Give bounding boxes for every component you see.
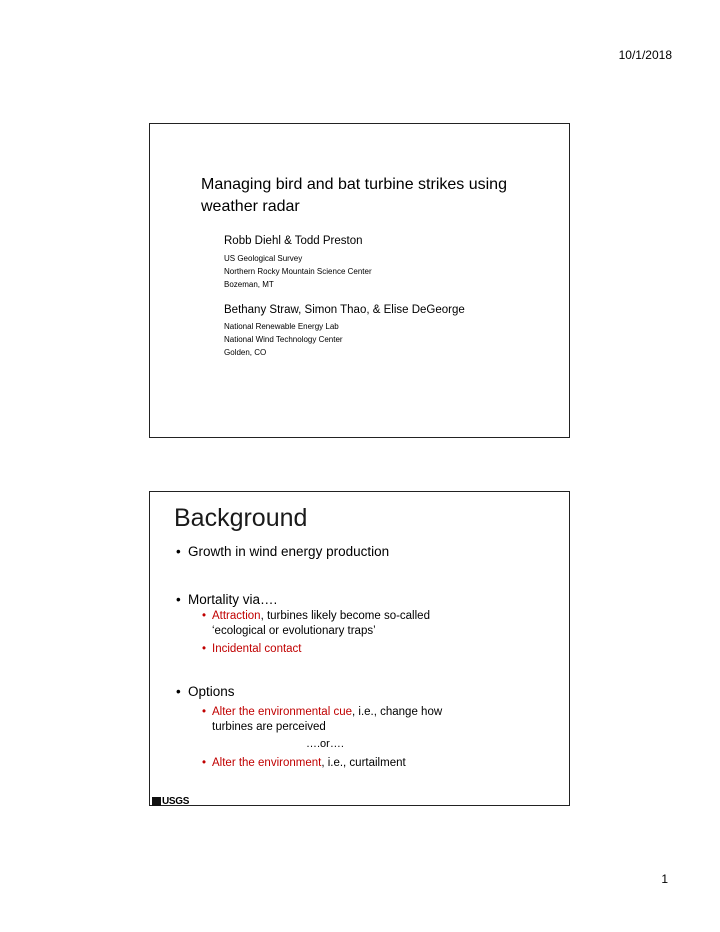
sub-bullet-cue: • Alter the environmental cue, i.e., change how turbines are perceived bbox=[202, 706, 443, 733]
affiliation-line: US Geological Survey bbox=[224, 254, 303, 263]
presentation-title: Managing bird and bat turbine strikes using weather radar bbox=[201, 176, 507, 215]
affiliation-usgs bbox=[224, 252, 372, 291]
sub-bullet-environment: • Alter the environment, i.e., curtailment bbox=[202, 757, 406, 769]
slide-title: Background bbox=[174, 504, 308, 532]
bullet-mortality: • Mortality via…. bbox=[176, 592, 278, 607]
authors-nrel: Bethany Straw, Simon Thao, & Elise DeGeorge bbox=[224, 304, 465, 316]
bullet-text: Options bbox=[188, 684, 235, 699]
bullet-options: • Options bbox=[176, 684, 235, 699]
highlight-text: Alter the environment bbox=[212, 757, 322, 769]
affiliation-nrel bbox=[224, 320, 343, 359]
authors-usgs: Robb Diehl & Todd Preston bbox=[224, 235, 363, 247]
sub-bullet-text: , i.e., change how bbox=[352, 706, 443, 718]
or-separator: ….or…. bbox=[306, 738, 344, 750]
sub-bullet-text: , i.e., curtailment bbox=[321, 757, 406, 769]
bullet-text: Growth in wind energy production bbox=[188, 544, 390, 559]
usgs-logo bbox=[152, 796, 189, 807]
page-number: 1 bbox=[661, 872, 668, 886]
sub-bullet-text: , turbines likely become so-called bbox=[260, 610, 430, 622]
usgs-mark-icon bbox=[152, 797, 161, 806]
highlight-text: Alter the environmental cue bbox=[212, 706, 352, 718]
affiliation-line: Golden, CO bbox=[224, 348, 267, 357]
background-slide bbox=[149, 491, 570, 806]
bullet-text: Mortality via…. bbox=[188, 592, 278, 607]
title-slide bbox=[149, 123, 570, 438]
affiliation-line: National Renewable Energy Lab bbox=[224, 322, 339, 331]
highlight-text: Incidental contact bbox=[212, 643, 302, 655]
affiliation-line: National Wind Technology Center bbox=[224, 335, 343, 344]
logo-text: USGS bbox=[162, 796, 190, 807]
affiliation-line: Northern Rocky Mountain Science Center bbox=[224, 267, 372, 276]
sub-bullet-text: ‘ecological or evolutionary traps’ bbox=[212, 625, 376, 637]
sub-bullet-incidental: • Incidental contact bbox=[202, 643, 302, 655]
affiliation-line: Bozeman, MT bbox=[224, 280, 274, 289]
bullet-growth: • Growth in wind energy production bbox=[176, 544, 390, 559]
sub-bullet-attraction: • Attraction, turbines likely become so-called ‘ecological or evolutionary traps’ bbox=[202, 610, 430, 637]
sub-bullet-text: turbines are perceived bbox=[212, 721, 326, 733]
page-date: 10/1/2018 bbox=[618, 48, 672, 62]
highlight-text: Attraction bbox=[212, 610, 261, 622]
